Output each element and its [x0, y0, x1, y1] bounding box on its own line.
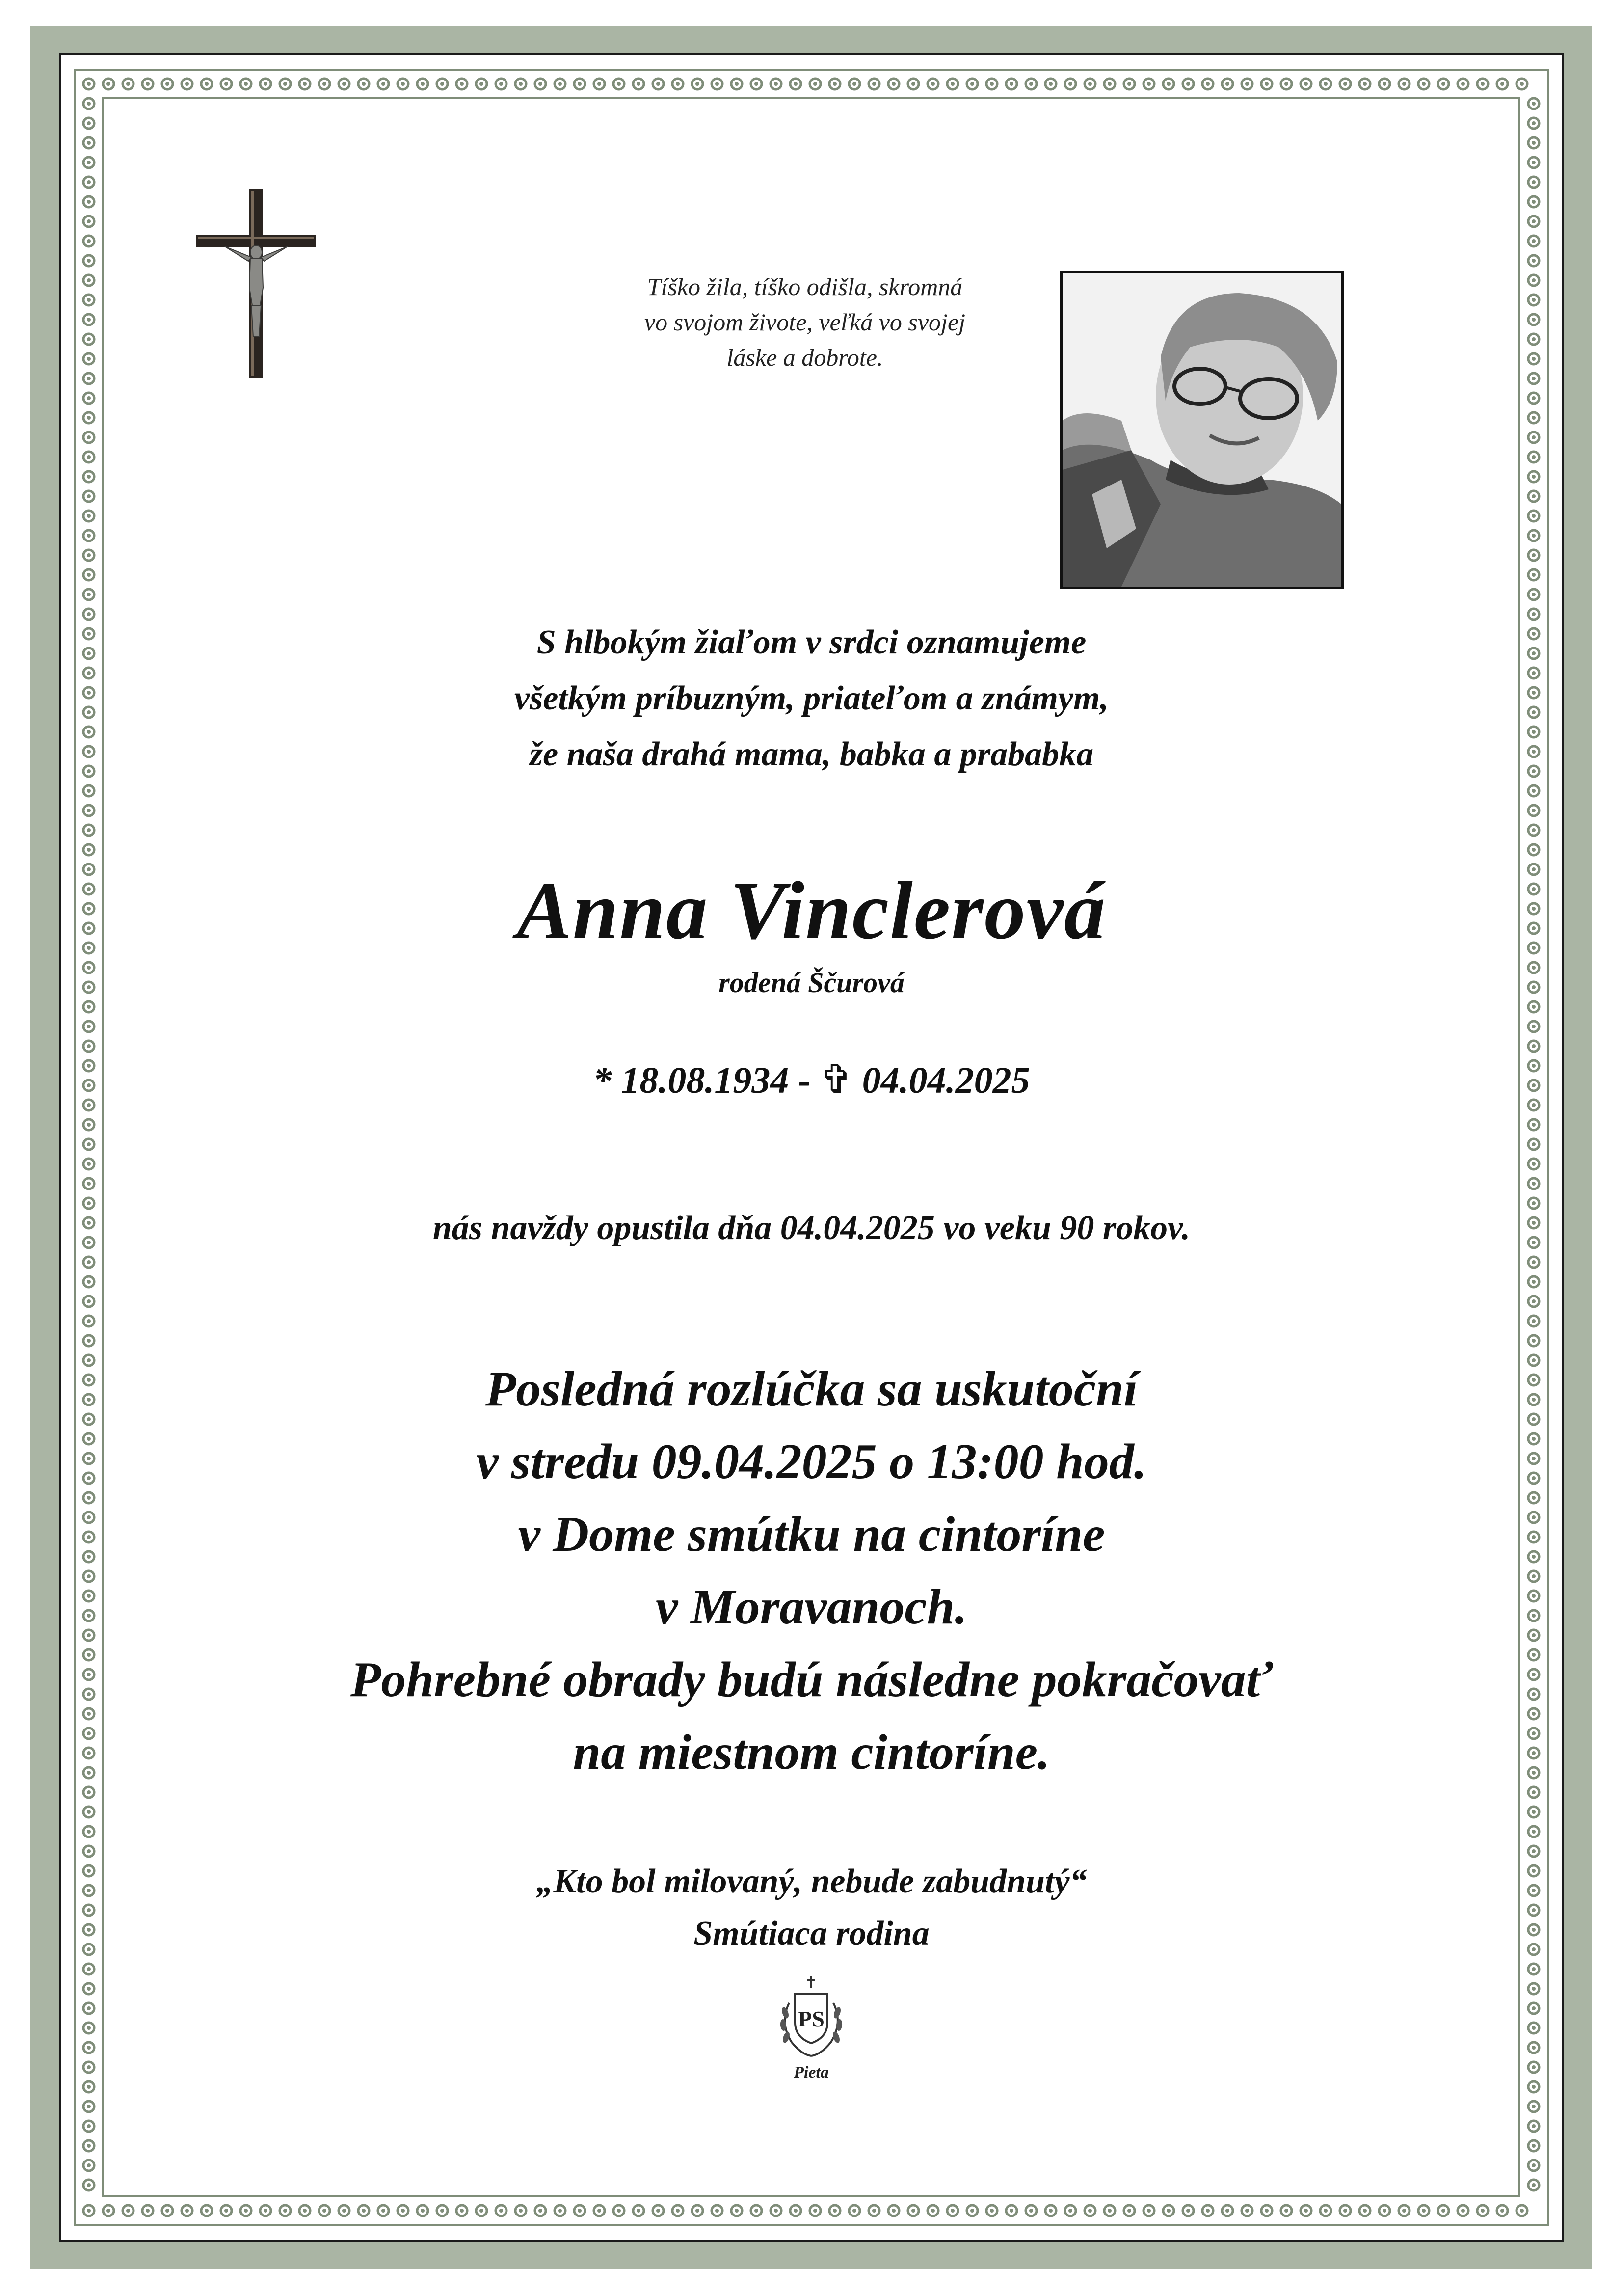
ornament-motif — [712, 2205, 722, 2216]
ornament-motif — [221, 79, 232, 89]
ornament-motif — [83, 1983, 94, 1994]
ornament-motif — [1183, 2205, 1194, 2216]
ornament-motif — [182, 2205, 192, 2216]
ornament-motif — [1528, 1178, 1539, 1189]
ornament-motif — [1497, 79, 1508, 89]
ornament-motif — [613, 79, 624, 89]
ornament-motif — [83, 295, 94, 305]
ornament-motif — [83, 1335, 94, 1346]
ornament-motif — [613, 2205, 624, 2216]
ornament-motif — [83, 2062, 94, 2073]
birth-date: 18.08.1934 — [621, 1060, 789, 1101]
ornament-motif — [83, 353, 94, 364]
ornament-motif — [83, 2081, 94, 2092]
ornament-motif — [1438, 2205, 1449, 2216]
ornament-motif — [869, 79, 879, 89]
ceremony-line: v Moravanoch. — [656, 1579, 967, 1635]
ornament-motif — [83, 1826, 94, 1837]
ornament-motif — [358, 2205, 369, 2216]
ornament-motif — [1528, 530, 1539, 541]
ornament-motif — [83, 844, 94, 855]
ornament-motif — [1242, 2205, 1252, 2216]
ornament-motif — [142, 79, 153, 89]
death-date: 04.04.2025 — [862, 1060, 1030, 1101]
ornament-motif — [1528, 2042, 1539, 2053]
ornament-motif — [1528, 334, 1539, 345]
verse-line: láske a dobrote. — [726, 344, 883, 371]
ornament-motif — [83, 255, 94, 266]
portrait-photo — [1060, 271, 1344, 589]
closing — [0, 1856, 1623, 1960]
ornament-motif — [1222, 2205, 1233, 2216]
ornament-motif — [1528, 1041, 1539, 1052]
ornament-motif — [83, 1119, 94, 1130]
ornament-motif — [1202, 79, 1213, 89]
ornament-motif — [240, 2205, 251, 2216]
ornament-motif — [1528, 353, 1539, 364]
ornament-motif — [1528, 1159, 1539, 1169]
ornament-motif — [83, 412, 94, 423]
ornament-motif — [162, 79, 173, 89]
ornament-motif — [1528, 1296, 1539, 1307]
ornament-motif — [83, 432, 94, 443]
ornament-motif — [986, 79, 997, 89]
ornament-motif — [1528, 1119, 1539, 1130]
ornament-motif — [83, 1041, 94, 1052]
ornament-motif — [1528, 314, 1539, 325]
ornament-motif — [83, 1807, 94, 1817]
ornament-motif — [1528, 1001, 1539, 1012]
ornament-motif — [83, 825, 94, 836]
ornament-motif — [1144, 2205, 1154, 2216]
ornament-motif — [83, 2101, 94, 2112]
ornament-motif — [633, 2205, 644, 2216]
ornament-motif — [83, 2121, 94, 2132]
ornament-motif — [83, 314, 94, 325]
maiden-name: rodená Ščurová — [718, 967, 905, 999]
ornament-motif — [1528, 2140, 1539, 2151]
signature: Smútiaca rodina — [693, 1915, 930, 1952]
ornament-motif — [83, 1021, 94, 1032]
ornament-motif — [83, 1964, 94, 1974]
ornament-motif — [83, 118, 94, 129]
ornament-motif — [83, 530, 94, 541]
ornament-motif — [456, 2205, 467, 2216]
ceremony-line: Pohrebné obrady budú následne pokračovať — [350, 1652, 1273, 1707]
ornament-motif — [1528, 1964, 1539, 1974]
ornament-motif — [1124, 79, 1135, 89]
ornament-motif — [1085, 2205, 1095, 2216]
ornament-motif — [378, 79, 389, 89]
ornament-motif — [1006, 79, 1017, 89]
ornament-motif — [1528, 550, 1539, 561]
ornament-motif — [417, 2205, 428, 2216]
ornament-motif — [1340, 79, 1351, 89]
pieta-wreath-logo — [774, 1973, 848, 2084]
ornament-motif — [1528, 196, 1539, 207]
ornament-motif — [908, 2205, 919, 2216]
ornament-motif — [751, 79, 762, 89]
ornament-motif — [672, 79, 683, 89]
ornament-motif — [1104, 79, 1115, 89]
ornament-motif — [1222, 79, 1233, 89]
ornament-motif — [731, 79, 742, 89]
ornament-motif — [339, 79, 349, 89]
ornament-motif — [1528, 1335, 1539, 1346]
ornament-motif — [1379, 2205, 1390, 2216]
ornament-motif — [1085, 79, 1095, 89]
ornament-motif — [142, 2205, 153, 2216]
ornament-motif — [1399, 2205, 1410, 2216]
date-separator: - — [798, 1060, 811, 1101]
ornament-motif — [1528, 569, 1539, 580]
ornament-motif — [1497, 2205, 1508, 2216]
ornament-motif — [83, 2180, 94, 2190]
ornament-motif — [1320, 2205, 1331, 2216]
ornament-motif — [83, 1316, 94, 1326]
ornament-motif — [83, 1296, 94, 1307]
ornament-motif — [83, 157, 94, 168]
ornament-motif — [260, 2205, 271, 2216]
ornament-motif — [751, 2205, 762, 2216]
ornament-motif — [1458, 79, 1468, 89]
ornament-motif — [83, 2160, 94, 2171]
ceremony-info — [0, 1353, 1623, 1789]
ornament-motif — [515, 2205, 526, 2216]
ornament-motif — [437, 79, 448, 89]
ornament-motif — [83, 452, 94, 462]
announcement-line: všetkým príbuzným, priateľom a známym, — [514, 679, 1109, 717]
logo-monogram: PS — [798, 2006, 825, 2031]
ornament-motif — [83, 373, 94, 384]
ornament-motif — [1528, 157, 1539, 168]
ornament-motif — [182, 79, 192, 89]
ornament-motif — [83, 1257, 94, 1268]
ornament-motif — [1045, 2205, 1056, 2216]
ornament-motif — [771, 79, 781, 89]
ornament-motif — [1528, 373, 1539, 384]
ornament-motif — [1528, 785, 1539, 796]
ornament-motif — [1438, 79, 1449, 89]
ornament-motif — [240, 79, 251, 89]
ornament-motif — [849, 79, 860, 89]
ornament-motif — [1242, 79, 1252, 89]
ornament-motif — [1418, 2205, 1429, 2216]
ornament-motif — [221, 2205, 232, 2216]
life-dates — [0, 1055, 1623, 1105]
ornament-motif — [358, 79, 369, 89]
ornament-motif — [928, 79, 938, 89]
ornament-motif — [83, 1846, 94, 1857]
ornament-motif — [1528, 216, 1539, 227]
ornament-motif — [1528, 1257, 1539, 1268]
ornament-motif — [83, 1159, 94, 1169]
announcement — [0, 615, 1623, 783]
ornament-motif — [1528, 393, 1539, 404]
ornament-motif — [1183, 79, 1194, 89]
ornament-motif — [692, 2205, 703, 2216]
ornament-motif — [712, 79, 722, 89]
ornament-motif — [1528, 98, 1539, 109]
ornament-motif — [83, 216, 94, 227]
ornament-motif — [1528, 412, 1539, 423]
ornament-motif — [1528, 491, 1539, 502]
ornament-motif — [967, 2205, 978, 2216]
ornament-motif — [1528, 2101, 1539, 2112]
ornament-motif — [1528, 295, 1539, 305]
ornament-motif — [1528, 2003, 1539, 2014]
ornament-motif — [1124, 2205, 1135, 2216]
ornament-motif — [1144, 79, 1154, 89]
ornament-motif — [1528, 2081, 1539, 2092]
ornament-motif — [398, 2205, 408, 2216]
ornament-motif — [83, 471, 94, 482]
ornament-motif — [947, 79, 958, 89]
ornament-motif — [83, 98, 94, 109]
ornament-motif — [1320, 79, 1331, 89]
announcement-line: že naša drahá mama, babka a prababka — [529, 735, 1094, 773]
ornament-motif — [1065, 2205, 1076, 2216]
ornament-motif — [299, 79, 310, 89]
ornament-motif — [83, 1001, 94, 1012]
ornament-motif — [535, 79, 546, 89]
ornament-motif — [986, 2205, 997, 2216]
ornament-motif — [103, 79, 114, 89]
ornament-motif — [1006, 2205, 1017, 2216]
ornament-motif — [633, 79, 644, 89]
ornament-motif — [83, 137, 94, 148]
ornament-motif — [1528, 1316, 1539, 1326]
ornament-motif — [1528, 511, 1539, 521]
birth-mark: * — [593, 1060, 612, 1101]
ornament-motif — [1528, 1021, 1539, 1032]
ornament-motif — [888, 79, 899, 89]
ornament-motif — [1163, 79, 1174, 89]
ornament-motif — [1418, 79, 1429, 89]
ornament-motif — [83, 177, 94, 188]
ornament-motif — [162, 2205, 173, 2216]
ornament-motif — [1359, 79, 1370, 89]
ornament-motif — [83, 79, 94, 89]
death-cross-icon: ✞ — [820, 1058, 853, 1102]
ornament-motif — [908, 79, 919, 89]
ornament-motif — [83, 550, 94, 561]
ornament-motif — [1340, 2205, 1351, 2216]
ornament-motif — [849, 2205, 860, 2216]
ornament-motif — [201, 79, 212, 89]
ornament-motif — [83, 236, 94, 246]
ornament-motif — [1026, 2205, 1037, 2216]
ornament-motif — [319, 2205, 330, 2216]
ornament-motif — [1045, 79, 1056, 89]
ornament-motif — [280, 2205, 291, 2216]
ornament-motif — [790, 2205, 801, 2216]
ornament-motif — [535, 2205, 546, 2216]
ornament-motif — [1528, 1276, 1539, 1287]
ornament-motif — [83, 2205, 94, 2216]
ornament-motif — [1517, 2205, 1527, 2216]
ornament-motif — [947, 2205, 958, 2216]
ornament-motif — [829, 2205, 840, 2216]
ornament-motif — [83, 2140, 94, 2151]
ornament-motif — [1528, 236, 1539, 246]
ornament-motif — [1026, 79, 1037, 89]
ornament-motif — [83, 569, 94, 580]
ornament-motif — [555, 79, 565, 89]
ornament-motif — [1359, 2205, 1370, 2216]
ornament-motif — [83, 1139, 94, 1150]
ornament-motif — [319, 79, 330, 89]
ornament-motif — [398, 79, 408, 89]
ornament-motif — [555, 2205, 565, 2216]
ornament-motif — [1528, 589, 1539, 600]
ornament-motif — [1202, 2205, 1213, 2216]
ornament-motif — [378, 2205, 389, 2216]
ornament-motif — [1163, 2205, 1174, 2216]
ornament-motif — [1528, 432, 1539, 443]
ornament-motif — [1528, 2180, 1539, 2190]
ornament-motif — [1528, 1826, 1539, 1837]
ornament-motif — [83, 805, 94, 816]
ornament-motif — [496, 79, 506, 89]
ornament-motif — [869, 2205, 879, 2216]
ornament-motif — [1104, 2205, 1115, 2216]
ornament-motif — [574, 2205, 585, 2216]
ornament-motif — [1477, 79, 1488, 89]
ornament-motif — [1379, 79, 1390, 89]
logo-caption: Pieta — [794, 2063, 829, 2081]
ornament-motif — [1528, 137, 1539, 148]
ornament-motif — [515, 79, 526, 89]
ornament-motif — [260, 79, 271, 89]
ornament-motif — [790, 79, 801, 89]
ornament-motif — [1528, 805, 1539, 816]
ornament-motif — [1528, 1807, 1539, 1817]
ornament-motif — [1528, 471, 1539, 482]
ornament-motif — [672, 2205, 683, 2216]
ornament-motif — [83, 2003, 94, 2014]
ornament-motif — [83, 196, 94, 207]
ornament-motif — [1528, 2023, 1539, 2033]
ornament-motif — [83, 2023, 94, 2033]
ornament-motif — [123, 2205, 133, 2216]
ornament-motif — [83, 393, 94, 404]
ornament-motif — [456, 79, 467, 89]
ornament-motif — [1528, 825, 1539, 836]
ornament-motif — [83, 1276, 94, 1287]
ornament-motif — [810, 79, 821, 89]
crucifix-icon — [196, 189, 316, 378]
ornament-motif — [1301, 2205, 1311, 2216]
ornament-motif — [692, 79, 703, 89]
ornament-motif — [1281, 2205, 1292, 2216]
ornament-motif — [83, 2042, 94, 2053]
ornament-motif — [280, 79, 291, 89]
ornament-motif — [1065, 79, 1076, 89]
ornament-motif — [417, 79, 428, 89]
ornament-motif — [201, 2205, 212, 2216]
ornament-motif — [1528, 1983, 1539, 1994]
ceremony-line: na miestnom cintoríne. — [573, 1725, 1050, 1780]
ornament-motif — [83, 785, 94, 796]
ornament-motif — [1301, 79, 1311, 89]
passed-statement: nás navždy opustila dňa 04.04.2025 vo veku 90 rokov. — [432, 1209, 1191, 1247]
ornament-motif — [1528, 1846, 1539, 1857]
ornament-motif — [1528, 118, 1539, 129]
ornament-motif — [1281, 79, 1292, 89]
ornament-motif — [476, 2205, 487, 2216]
ornament-motif — [731, 2205, 742, 2216]
verse-line: vo svojom živote, veľká vo svojej — [644, 308, 966, 336]
ornament-motif — [1528, 452, 1539, 462]
ornament-motif — [437, 2205, 448, 2216]
ornament-motif — [1528, 844, 1539, 855]
ornament-motif — [888, 2205, 899, 2216]
ornament-motif — [1528, 2121, 1539, 2132]
ornament-motif — [810, 2205, 821, 2216]
ornament-motif — [1528, 2160, 1539, 2171]
deceased-name: Anna Vinclerová — [516, 865, 1107, 956]
ornament-motif — [1528, 2062, 1539, 2073]
ornament-motif — [1528, 275, 1539, 286]
announcement-line: S hlbokým žiaľom v srdci oznamujeme — [536, 623, 1087, 661]
ornament-motif — [299, 2205, 310, 2216]
ornament-motif — [594, 79, 605, 89]
ornament-motif — [928, 2205, 938, 2216]
ornament-motif — [829, 79, 840, 89]
ceremony-line: Posledná rozlúčka sa uskutoční — [485, 1361, 1138, 1417]
ornament-motif — [123, 79, 133, 89]
ceremony-line: v Dome smútku na cintoríne — [518, 1507, 1105, 1562]
ornament-motif — [1458, 2205, 1468, 2216]
ornament-motif — [1528, 177, 1539, 188]
ornament-motif — [1528, 255, 1539, 266]
verse — [481, 269, 1129, 375]
ornament-motif — [574, 79, 585, 89]
ornament-motif — [1399, 79, 1410, 89]
ornament-motif — [83, 334, 94, 345]
ornament-motif — [1261, 79, 1272, 89]
ornament-motif — [594, 2205, 605, 2216]
ornament-motif — [476, 79, 487, 89]
ornament-motif — [83, 275, 94, 286]
closing-quote: „Kto bol milovaný, nebude zabudnutý“ — [536, 1863, 1087, 1900]
ornament-motif — [83, 1178, 94, 1189]
ornament-motif — [496, 2205, 506, 2216]
ceremony-line: v stredu 09.04.2025 o 13:00 hod. — [476, 1434, 1147, 1489]
ornament-motif — [653, 2205, 664, 2216]
ornament-motif — [771, 2205, 781, 2216]
ornament-motif — [339, 2205, 349, 2216]
ornament-motif — [1528, 1139, 1539, 1150]
ornament-motif — [83, 511, 94, 521]
ornament-motif — [1477, 2205, 1488, 2216]
verse-line: Tíško žila, tíško odišla, skromná — [647, 273, 963, 300]
ornament-motif — [103, 2205, 114, 2216]
ornament-motif — [967, 79, 978, 89]
ornament-motif — [83, 589, 94, 600]
ornament-motif — [1261, 2205, 1272, 2216]
ornament-motif — [653, 79, 664, 89]
ornament-motif — [83, 491, 94, 502]
ornament-motif — [1517, 79, 1527, 89]
